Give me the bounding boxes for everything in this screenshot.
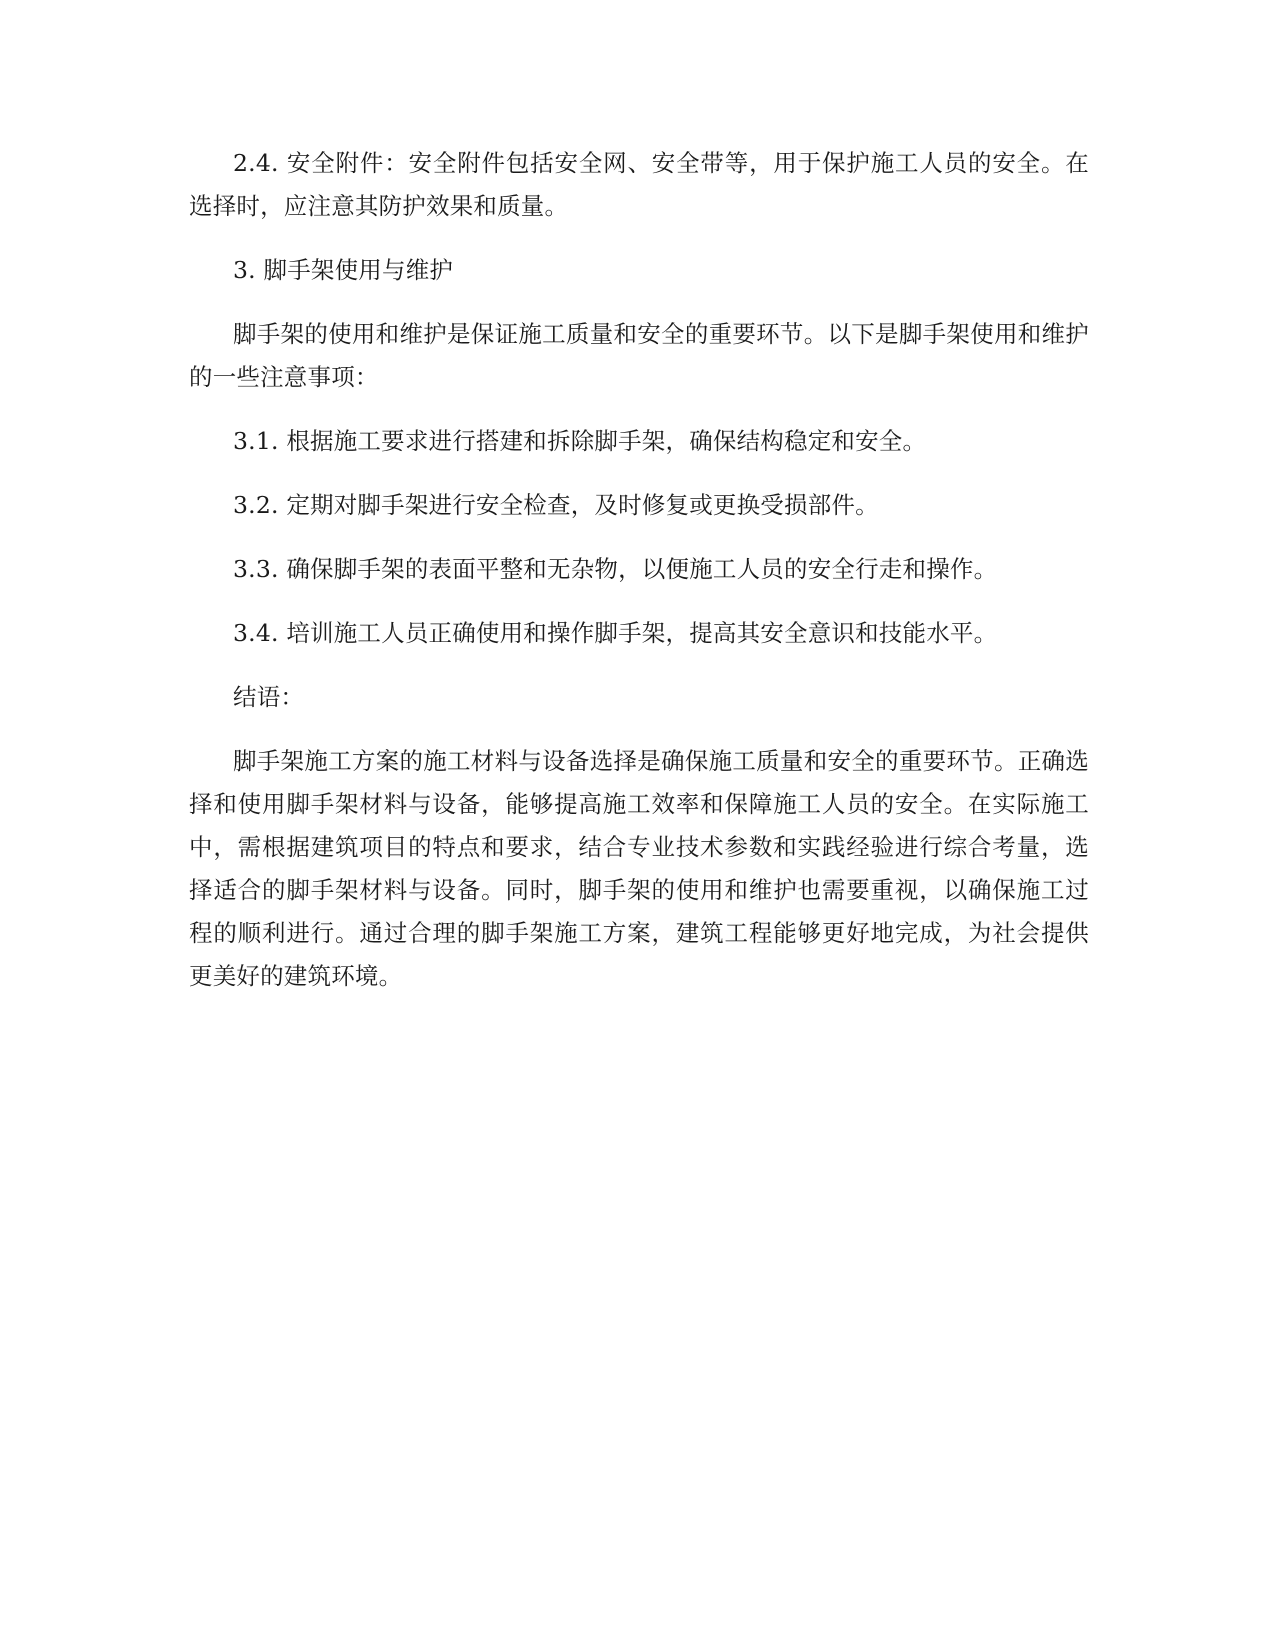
list-item-3-2: 3.2. 定期对脚手架进行安全检查，及时修复或更换受损部件。 <box>233 491 879 519</box>
paragraph-usage-intro: 脚手架的使用和维护是保证施工质量和安全的重要环节。以下是脚手架使用和维护的一些注意事项： <box>189 320 1089 391</box>
list-item-3-1: 3.1. 根据施工要求进行搭建和拆除脚手架，确保结构稳定和安全。 <box>233 427 927 455</box>
conclusion-heading: 结语： <box>233 683 305 711</box>
section-heading-usage-maintenance: 3. 脚手架使用与维护 <box>233 256 454 284</box>
conclusion-paragraph: 脚手架施工方案的施工材料与设备选择是确保施工质量和安全的重要环节。正确选择和使用脚手架材料与设备，能够提高施工效率和保障施工人员的安全。在实际施工中，需根据建筑项目的特点和要求，结合专业技术参数和实践经验进行综合考量，选择适合的脚手架材料与设备。同时，脚手架的使用和维护也需要重视，以确保施工过程的顺利进行。通过合理的脚手架施工方案，建筑工程能够更好地完成，为社会提供更美好的建筑环境。 <box>189 747 1089 990</box>
list-item-3-4: 3.4. 培训施工人员正确使用和操作脚手架，提高其安全意识和技能水平。 <box>233 619 998 647</box>
list-item-3-3: 3.3. 确保脚手架的表面平整和无杂物，以便施工人员的安全行走和操作。 <box>233 555 998 583</box>
document-body <box>189 142 1089 1019</box>
paragraph-safety-accessories: 2.4. 安全附件：安全附件包括安全网、安全带等，用于保护施工人员的安全。在选择时，应注意其防护效果和质量。 <box>189 149 1089 220</box>
